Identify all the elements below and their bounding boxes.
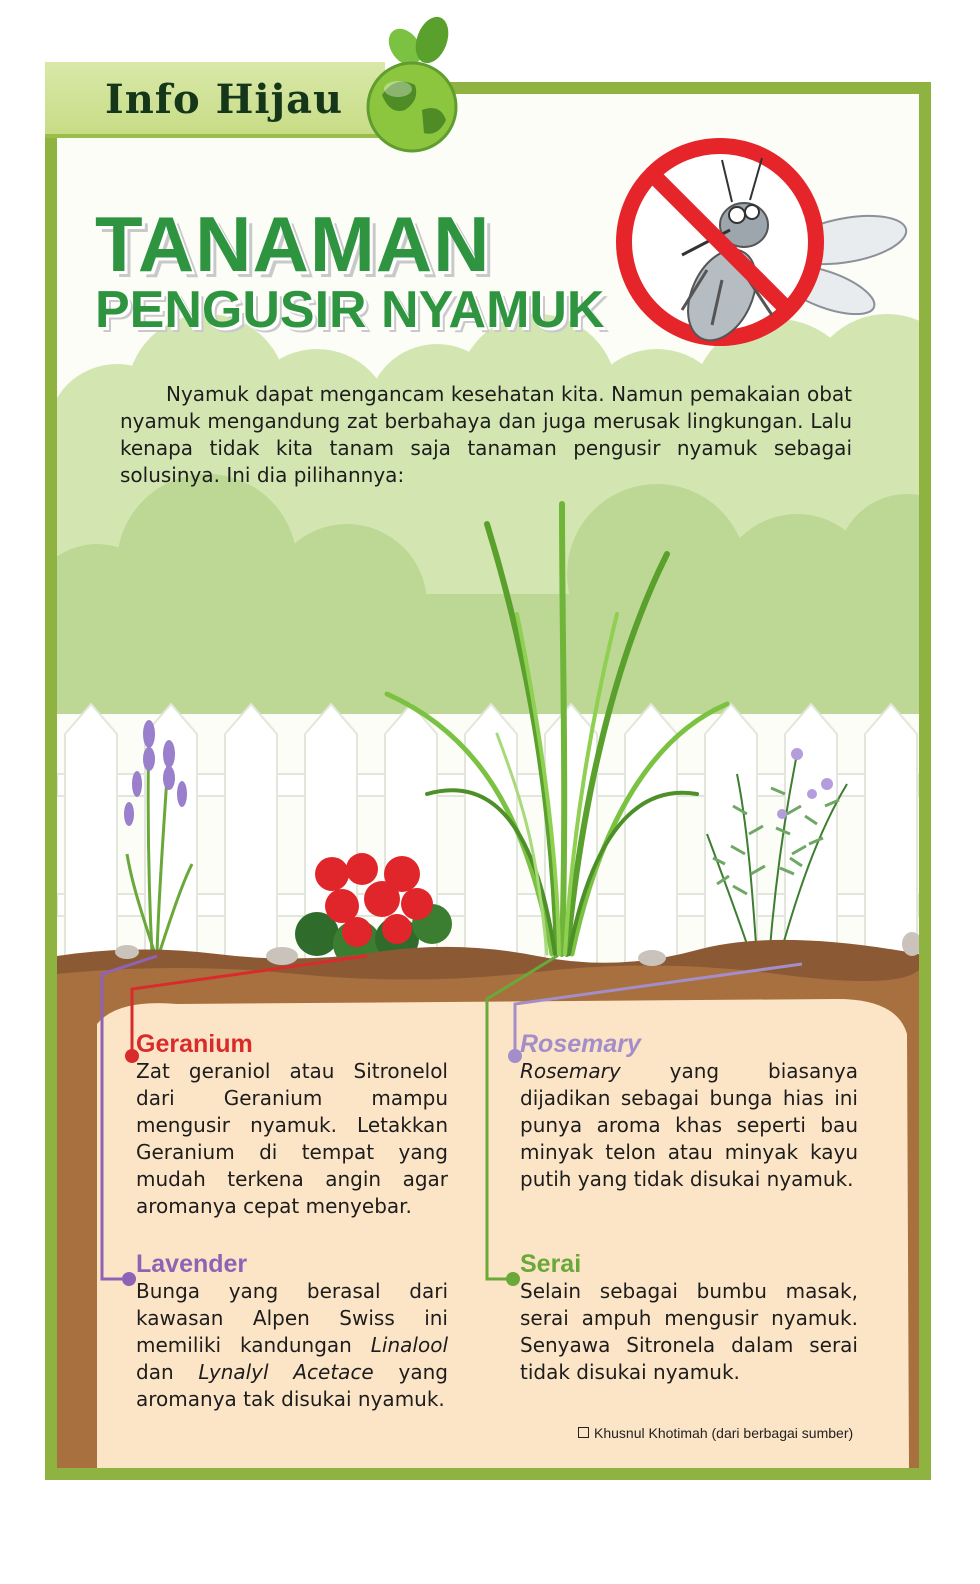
title-line-1: TANAMAN xyxy=(95,200,491,288)
entry-geranium xyxy=(136,1030,448,1220)
entry-lavender xyxy=(136,1250,448,1413)
lavender-heading: Lavender xyxy=(136,1250,248,1278)
picket-fence xyxy=(57,704,919,969)
title-line-2: PENGUSIR NYAMUK xyxy=(95,281,605,339)
checkbox-bullet-icon xyxy=(578,1427,589,1438)
serai-text: Selain sebagai bumbu masak, serai ampuh mengusir nyamuk. Senyawa Sitronela dalam serai tidak disukai nyamuk. xyxy=(520,1279,858,1384)
no-mosquito-icon xyxy=(612,130,912,360)
serai-heading: Serai xyxy=(520,1250,582,1278)
lavender-text: Bunga yang berasal dari kawasan Alpen Swiss ini memiliki kandungan Linalool dan Lynalyl Acetace yang aromanya tak disukai nyamuk. xyxy=(136,1279,449,1411)
entry-rosemary xyxy=(520,1030,858,1193)
entry-serai xyxy=(520,1250,858,1386)
geranium-heading: Geranium xyxy=(136,1030,253,1058)
rosemary-heading: Rosemary xyxy=(520,1030,641,1058)
rosemary-text: Rosemary yang biasanya dijadikan sebagai bunga hias ini punya aroma khas seperti bau minyak telon atau minyak kayu putih yang tidak disukai nyamuk. xyxy=(520,1059,858,1191)
intro-paragraph: Nyamuk dapat mengancam kesehatan kita. Namun pemakaian obat nyamuk mengandung zat berbahaya dan juga merusak lingkungan. Lalu kenapa tidak kita tanam saja tanaman pengusir nyamuk sebagai solusinya. Ini dia pilihannya: xyxy=(120,382,852,487)
header-title: Info Hijau xyxy=(105,76,344,123)
globe-icon xyxy=(360,15,470,155)
geranium-text: Zat geraniol atau Sitronelol dari Geranium mampu mengusir nyamuk. Letakkan Geranium di tempat yang mudah terkena angin agar aromanya cepat menyebar. xyxy=(136,1059,448,1218)
source-credit: Khusnul Khotimah (dari berbagai sumber) xyxy=(578,1425,853,1441)
